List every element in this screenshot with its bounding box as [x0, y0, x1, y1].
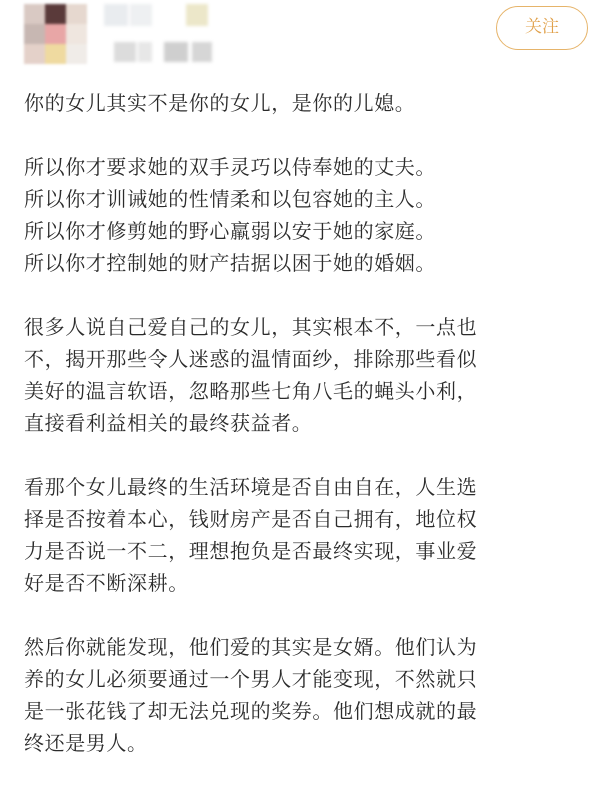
- post-content: [24, 87, 604, 791]
- post-text-line: 你的女儿其实不是你的女儿，是你的儿媳。: [24, 91, 416, 115]
- post-text-line: 力是否说一不二，理想抱负是否最终实现，事业爱: [24, 539, 478, 563]
- post-text-line: 择是否按着本心，钱财房产是否自己拥有，地位权: [24, 507, 478, 531]
- avatar[interactable]: [24, 4, 87, 64]
- post-header: [0, 0, 613, 70]
- post-paragraph: [24, 631, 604, 759]
- post-text-line: 养的女儿必须要通过一个男人才能变现，不然就只: [24, 667, 478, 691]
- post-text-line: 所以你才修剪她的野心羸弱以安于她的家庭。: [24, 219, 436, 243]
- post-text-line: 所以你才控制她的财产拮据以困于她的婚姻。: [24, 251, 436, 275]
- post-text-line: 所以你才要求她的双手灵巧以侍奉她的丈夫。: [24, 155, 436, 179]
- post-paragraph: [24, 471, 604, 599]
- post-text-line: 看那个女儿最终的生活环境是否自由自在，人生选: [24, 475, 478, 499]
- post-text-line: 好是否不断深耕。: [24, 571, 189, 595]
- post-text-line: 然后你就能发现，他们爱的其实是女婿。他们认为: [24, 635, 478, 659]
- post-text-line: 所以你才训诫她的性情柔和以包容她的主人。: [24, 187, 436, 211]
- post-paragraph: [24, 311, 604, 439]
- post-paragraph: [24, 151, 604, 279]
- post-text-line: 是一张花钱了却无法兑现的奖券。他们想成就的最: [24, 699, 478, 723]
- post-text-line: 终还是男人。: [24, 731, 148, 755]
- follow-button[interactable]: 关注: [496, 6, 588, 50]
- post-text-line: 美好的温言软语，忽略那些七角八毛的蝇头小利，: [24, 379, 478, 403]
- post-paragraph: [24, 87, 604, 119]
- post-text-line: 很多人说自己爱自己的女儿，其实根本不，一点也: [24, 315, 478, 339]
- post-text-line: 直接看利益相关的最终获益者。: [24, 411, 313, 435]
- username-redacted: [104, 4, 214, 64]
- post-text-line: 不，揭开那些令人迷惑的温情面纱，排除那些看似: [24, 347, 478, 371]
